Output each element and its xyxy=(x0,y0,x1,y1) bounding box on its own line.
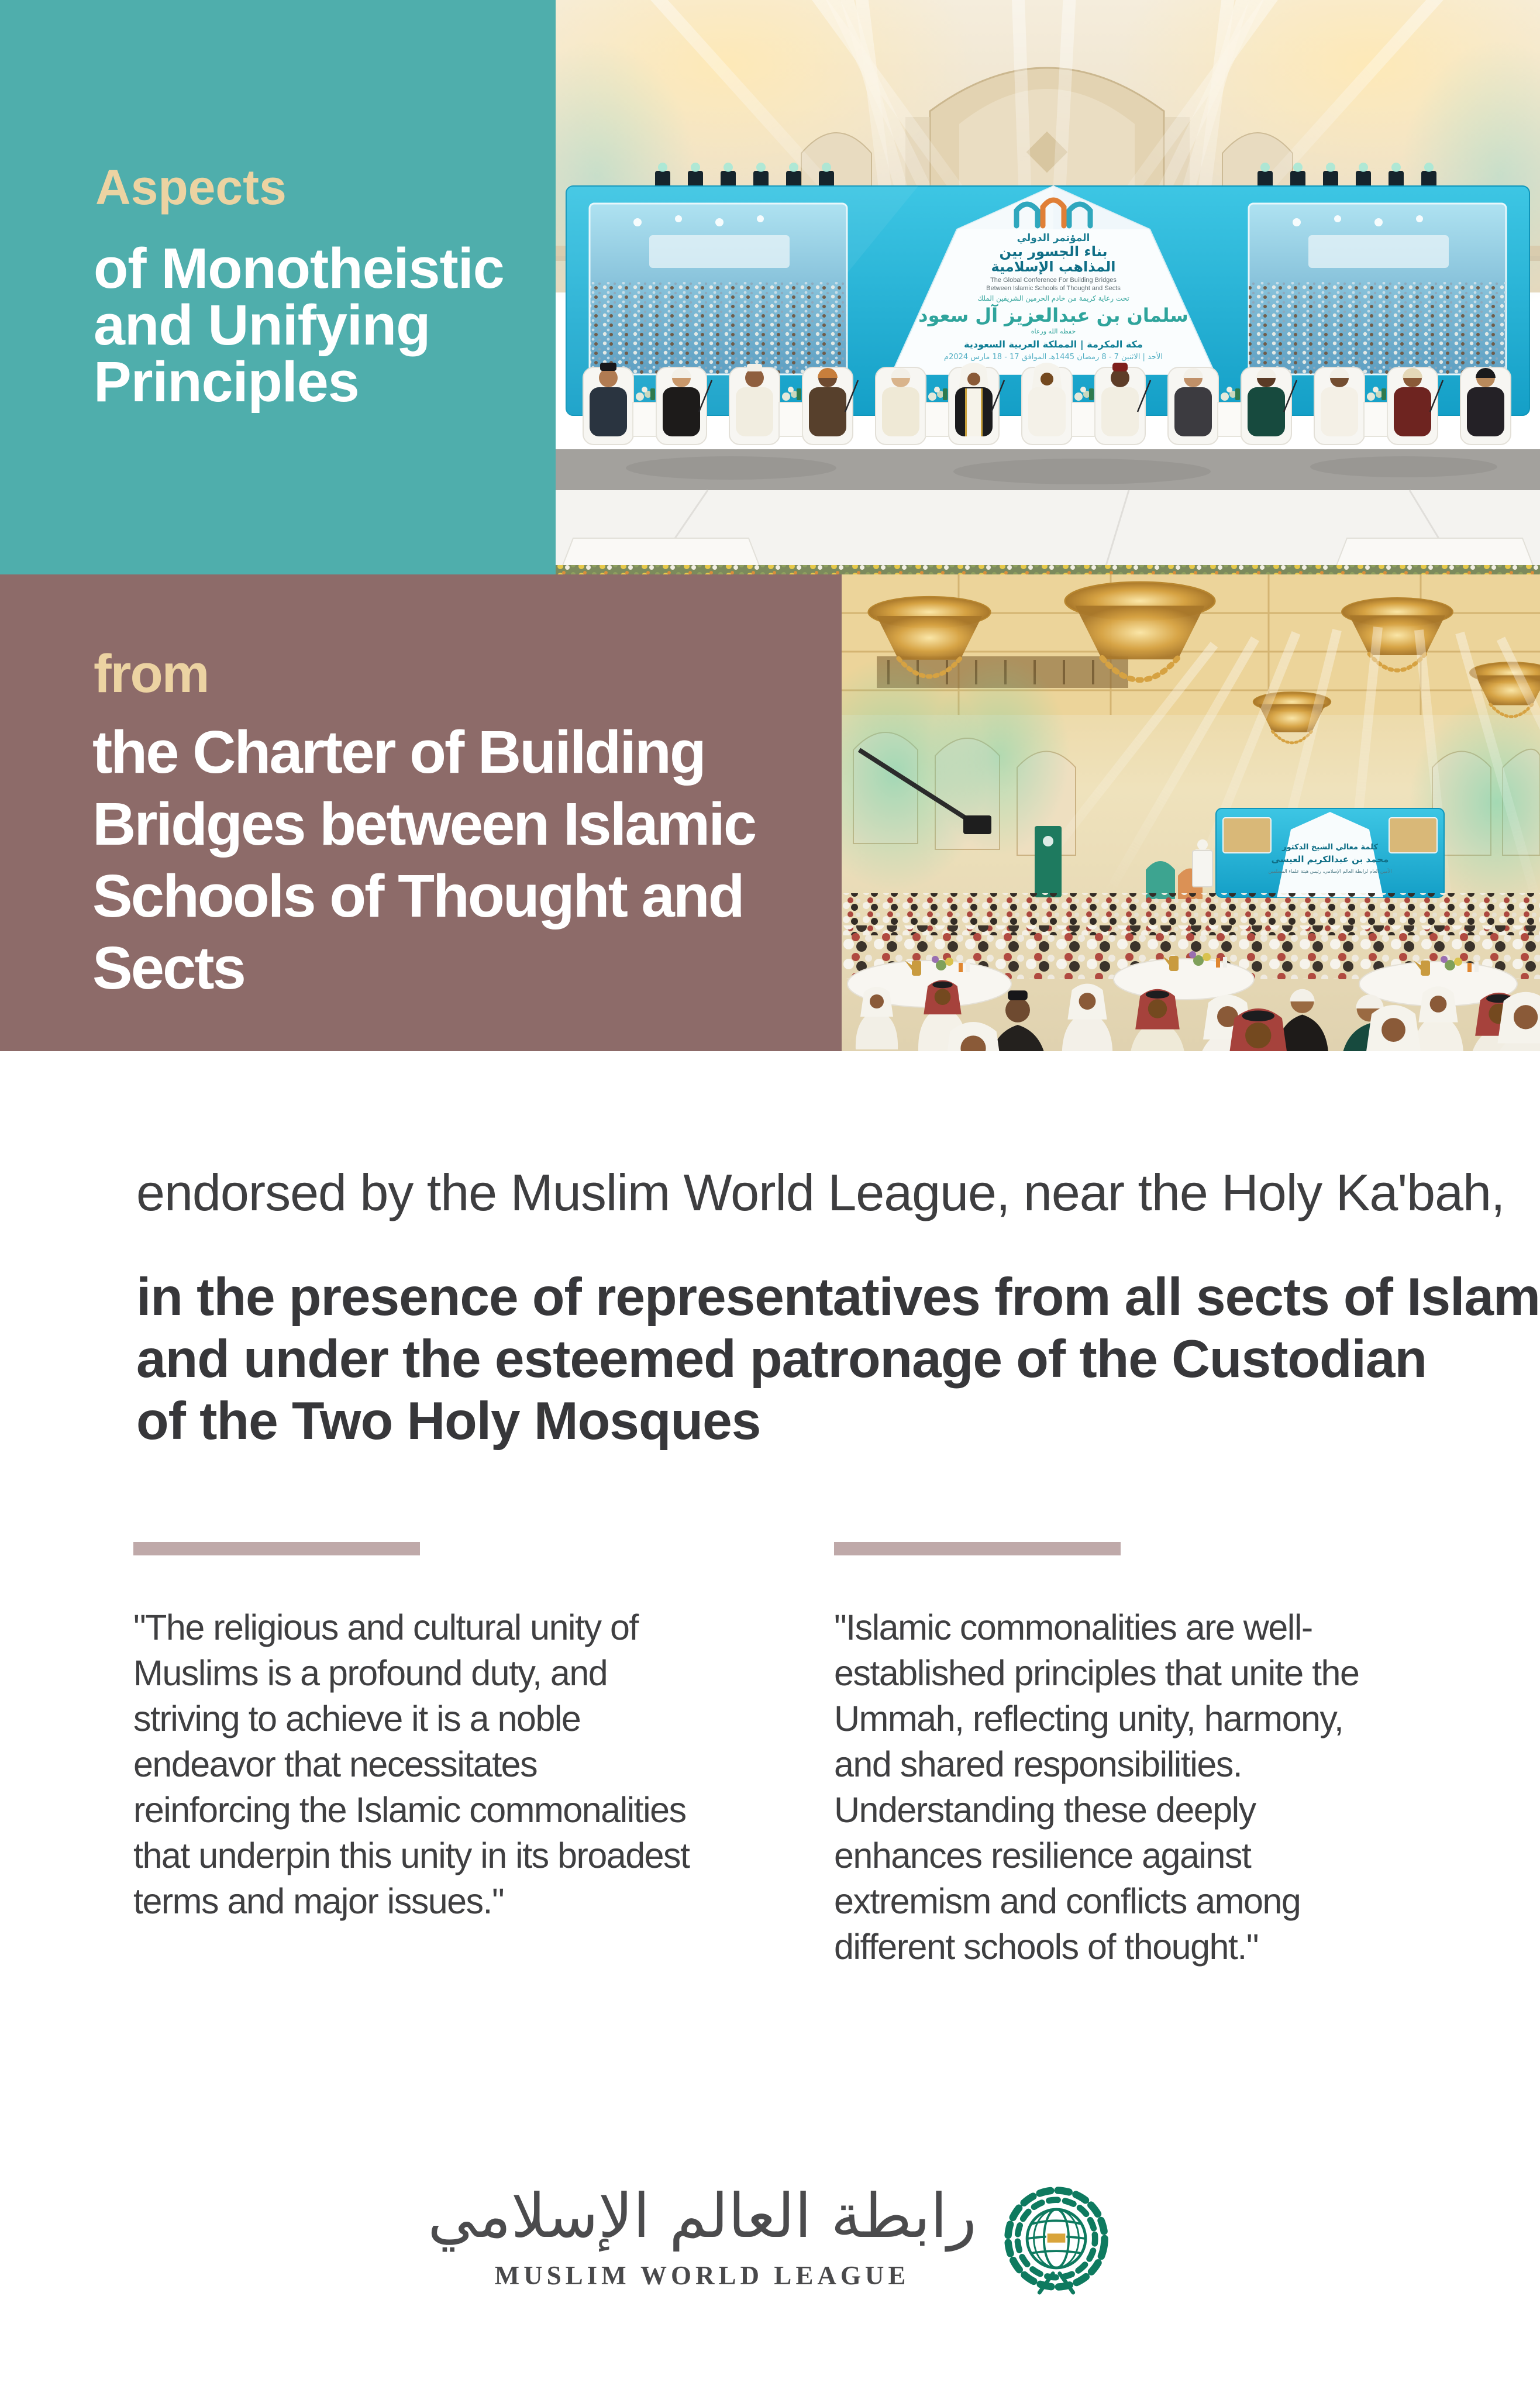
secondary-title xyxy=(92,716,755,1004)
screen-king-name: سلمان بن عبدالعزيز آل سعود xyxy=(918,304,1188,326)
quote-left-text: "The religious and cultural unity of Muslims is a profound duty, and striving to achieve it is a noble endeavor that necessitates reinforcing the Islamic commonalities that underpin this unity in its broadest terms and major issues." xyxy=(133,1607,690,1921)
screen-patronage-line: تحت رعاية كريمة من خادم الحرمين الشريفين الملك xyxy=(977,294,1129,302)
eyebrow-from: from xyxy=(94,644,209,704)
banquet-screen-line1: كلمة معالي الشيخ الدكتور xyxy=(1282,843,1378,852)
secondary-title-line: Schools of Thought and xyxy=(92,862,743,930)
secondary-title-line: Bridges between Islamic xyxy=(92,790,756,858)
primary-title xyxy=(94,236,504,414)
quote-accent-bar xyxy=(834,1542,1121,1555)
primary-title-line: of Monotheistic xyxy=(94,236,504,300)
screen-blessing: حفظه الله ورعاه xyxy=(1031,328,1076,335)
muslim-world-league-logo xyxy=(0,2181,1540,2297)
screen-location-line: مكة المكرمة | المملكة العربية السعودية xyxy=(964,339,1143,350)
screen-conference-name-2: المذاهب الإسلامية xyxy=(991,259,1116,275)
banquet-screen xyxy=(1216,808,1444,897)
secondary-title-line: Sects xyxy=(92,934,244,1001)
secondary-title-line: the Charter of Building xyxy=(92,718,705,786)
screen-conference-name-en-1: The Global Conference For Building Bridges xyxy=(990,277,1117,284)
banquet-screen-line3: الأمين العام لرابطة العالم الإسلامي، رئيس هيئة علماء المسلمين xyxy=(1268,869,1392,874)
logo-wordmark xyxy=(428,2181,976,2291)
primary-title-line: and Unifying xyxy=(94,293,430,357)
quote-column-right xyxy=(834,1542,1394,1970)
banquet-hall-photo xyxy=(842,574,1540,1051)
mwl-emblem-icon xyxy=(1000,2181,1112,2297)
title-block-secondary xyxy=(0,574,842,1051)
screen-conference-name-1: بناء الجسور بين xyxy=(999,243,1108,260)
primary-title-line: Principles xyxy=(94,350,359,414)
emphasis-line: in the presence of representatives from all sects of Islam xyxy=(136,1268,1540,1327)
stage-floor xyxy=(556,449,1540,574)
emphasis-line: of the Two Holy Mosques xyxy=(136,1392,761,1451)
screen-conference-name-en-2: Between Islamic Schools of Thought and Sects xyxy=(986,285,1121,292)
side-screen-right xyxy=(1249,204,1506,374)
kaaba-band-icon xyxy=(1046,2233,1066,2243)
flower-border xyxy=(556,565,1540,574)
quote-accent-bar xyxy=(133,1542,420,1555)
banquet-hall-illustration xyxy=(842,574,1540,1051)
logo-arabic-calligraphy: رابطة العالم الإسلامي xyxy=(428,2180,977,2252)
screen-conference-name-small: المؤتمر الدولي xyxy=(1017,232,1090,244)
quote-column-left xyxy=(133,1542,694,1924)
banquet-screen-line2: محمد بن عبدالكريم العيسى xyxy=(1271,854,1389,865)
emphasis-line: and under the esteemed patronage of the Custodian xyxy=(136,1330,1427,1389)
side-screen-left xyxy=(590,204,847,374)
screen-date-line: الأحد | الاثنين 7 - 8 رمضان 1445هـ الموافق 17 - 18 مارس 2024م xyxy=(944,353,1163,362)
conference-stage-illustration xyxy=(556,0,1540,574)
intro-line: endorsed by the Muslim World League, near the Holy Ka'bah, xyxy=(136,1163,1505,1221)
eyebrow-aspects: Aspects xyxy=(95,160,287,215)
conference-stage-photo xyxy=(556,0,1540,574)
quote-right-text: "Islamic commonalities are well-established principles that unite the Ummah, reflecting unity, harmony, and shared responsibilities. Understanding these deeply enhances resilience against extremism and conflicts among different schools of thought." xyxy=(834,1607,1359,1967)
title-block-primary xyxy=(0,0,556,574)
logo-english-wordmark: MUSLIM WORLD LEAGUE xyxy=(494,2261,910,2290)
emphasis-paragraph xyxy=(136,1266,1540,1452)
